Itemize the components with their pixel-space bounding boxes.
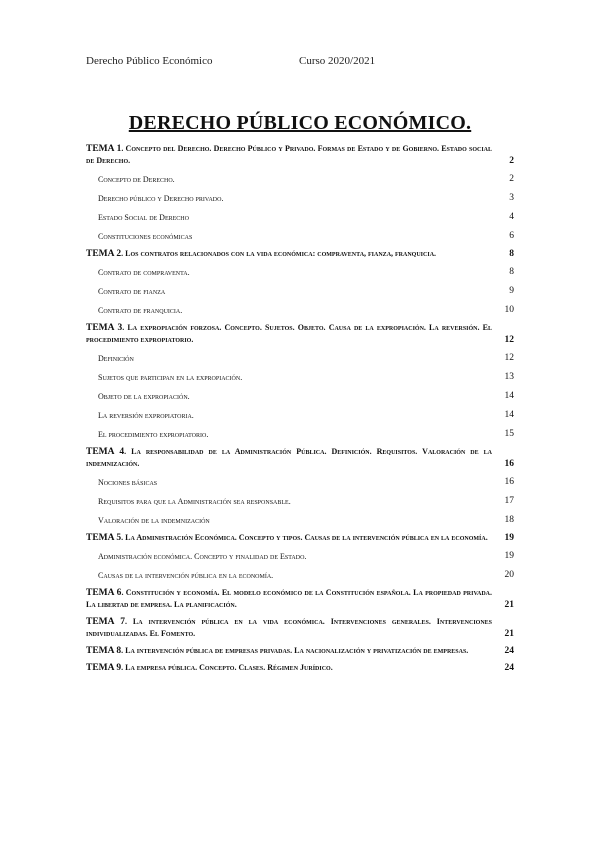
toc-entry-title: . La intervención pública en la vida económica. Intervenciones generales. Intervenciones individualizadas. El Fomento.	[86, 617, 492, 638]
toc-subentry-title: Causas de la intervención pública en la economía.	[98, 571, 274, 580]
toc-entry-title: . La responsabilidad de la Administración Pública. Definición. Requisitos. Valoración de la indemnización.	[86, 447, 492, 468]
toc-entry-page: 8	[509, 249, 514, 259]
toc-subentry-page: 15	[504, 429, 514, 439]
toc-subentry-page: 4	[509, 212, 514, 222]
toc-subentry-title: Objeto de la expropiación.	[98, 392, 190, 401]
toc-entry-tema-3[interactable]	[86, 322, 514, 346]
toc-subentry-page: 13	[504, 372, 514, 382]
toc-entry-page: 21	[504, 629, 514, 639]
toc-subentry-title: Sujetos que participan en la expropiación.	[98, 373, 243, 382]
toc-entry-tema-5[interactable]	[86, 532, 514, 544]
toc-subentry-title: El procedimiento expropiatorio.	[98, 430, 209, 439]
toc-entry-number: TEMA 5	[86, 533, 122, 543]
toc-subentry-page: 14	[504, 391, 514, 401]
toc-entry-title: . La Administración Económica. Concepto y tipos. Causas de la intervención pública en la economía.	[121, 533, 488, 542]
toc-subentry[interactable]	[98, 349, 514, 368]
toc-entry-tema-4[interactable]	[86, 446, 514, 470]
toc-subentry-page: 2	[509, 174, 514, 184]
toc-subentry[interactable]	[98, 227, 514, 246]
toc-subentry[interactable]	[98, 473, 514, 492]
toc-subentry-page: 10	[504, 305, 514, 315]
toc-subentry-title: Definición	[98, 354, 134, 363]
document-title: DERECHO PÚBLICO ECONÓMICO.	[128, 112, 472, 134]
toc-entry-tema-9[interactable]	[86, 662, 514, 674]
toc-entry-page: 16	[504, 459, 514, 469]
toc-entry-tema-8[interactable]	[86, 645, 514, 657]
toc-entry-number: TEMA 8	[86, 646, 122, 656]
toc-subentry-page: 8	[509, 267, 514, 277]
toc-entry-tema-7[interactable]	[86, 616, 514, 640]
page-header	[86, 55, 526, 67]
toc-entry-number: TEMA 3	[86, 323, 123, 333]
toc-subentry[interactable]	[98, 511, 514, 530]
toc-entry-number: TEMA 4	[86, 447, 125, 457]
toc-subentry-page: 12	[504, 353, 514, 363]
toc-subentry-title: Nociones básicas	[98, 478, 158, 487]
toc-entry-page: 12	[504, 335, 514, 345]
toc-subentry[interactable]	[98, 282, 514, 301]
toc-entry-title: . Constitución y economía. El modelo económico de la Constitución española. La propiedad privada. La libertad de empresa. La planificación.	[86, 588, 492, 609]
toc-entry-page: 2	[509, 156, 514, 166]
toc-subentry-title: Estado Social de Derecho	[98, 213, 189, 222]
toc-subentry[interactable]	[98, 406, 514, 425]
toc-subentry-title: Contrato de franquicia.	[98, 306, 183, 315]
table-of-contents	[86, 143, 514, 674]
toc-subentry[interactable]	[98, 368, 514, 387]
toc-entry-page: 19	[504, 533, 514, 543]
toc-entry-number: TEMA 9	[86, 663, 122, 673]
toc-subentry-page: 3	[509, 193, 514, 203]
toc-subentry[interactable]	[98, 547, 514, 566]
toc-subentry[interactable]	[98, 387, 514, 406]
header-subject: Derecho Público Económico	[86, 55, 213, 67]
toc-entry-number: TEMA 1	[86, 144, 122, 154]
toc-subentry[interactable]	[98, 208, 514, 227]
toc-entry-page: 24	[504, 646, 514, 656]
toc-subentry-title: Contrato de fianza	[98, 287, 166, 296]
toc-subentry[interactable]	[98, 425, 514, 444]
toc-subentry[interactable]	[98, 492, 514, 511]
toc-entry-title: . La empresa pública. Concepto. Clases. Régimen Jurídico.	[121, 663, 333, 672]
toc-entry-tema-1[interactable]	[86, 143, 514, 167]
header-course: Curso 2020/2021	[299, 55, 376, 67]
toc-subentry-title: Administración económica. Concepto y finalidad de Estado.	[98, 552, 307, 561]
toc-entry-number: TEMA 6	[86, 588, 122, 598]
toc-entry-title: . Los contratos relacionados con la vida económica: compraventa, fianza, franquicia.	[121, 249, 437, 258]
toc-subentry-page: 6	[509, 231, 514, 241]
toc-entry-title: . La expropiación forzosa. Concepto. Sujetos. Objeto. Causa de la expropiación. La reversión. El procedimiento expropiatorio.	[86, 323, 492, 344]
toc-subentry-title: Constituciones económicas	[98, 232, 193, 241]
toc-subentry-title: Valoración de la indemnización	[98, 516, 210, 525]
toc-subentry[interactable]	[98, 301, 514, 320]
toc-subentry-page: 14	[504, 410, 514, 420]
toc-subentry-title: Concepto de Derecho.	[98, 175, 175, 184]
toc-subentry[interactable]	[98, 189, 514, 208]
toc-entry-number: TEMA 2	[86, 249, 122, 259]
toc-subentry-page: 19	[504, 551, 514, 561]
toc-subentry-title: Contrato de compraventa.	[98, 268, 190, 277]
toc-entry-title: . Concepto del Derecho. Derecho Público y Privado. Formas de Estado y de Gobierno. Estado social de Derecho.	[86, 144, 492, 165]
toc-subentry[interactable]	[98, 566, 514, 585]
toc-entry-title: . La intervención pública de empresas privadas. La nacionalización y privatización de empresas.	[121, 646, 469, 655]
toc-subentry[interactable]	[98, 263, 514, 282]
toc-subentry-title: La reversión expropiatoria.	[98, 411, 194, 420]
toc-subentry-page: 16	[504, 477, 514, 487]
toc-subentry-title: Derecho público y Derecho privado.	[98, 194, 224, 203]
toc-entry-tema-6[interactable]	[86, 587, 514, 611]
toc-entry-page: 24	[504, 663, 514, 673]
toc-entry-tema-2[interactable]	[86, 248, 514, 260]
toc-subentry-page: 20	[504, 570, 514, 580]
toc-subentry-page: 17	[504, 496, 514, 506]
toc-subentry-page: 18	[504, 515, 514, 525]
toc-subentry-page: 9	[509, 286, 514, 296]
toc-subentry[interactable]	[98, 170, 514, 189]
toc-subentry-title: Requisitos para que la Administración sea responsable.	[98, 497, 291, 506]
toc-entry-page: 21	[504, 600, 514, 610]
toc-entry-number: TEMA 7	[86, 617, 126, 627]
